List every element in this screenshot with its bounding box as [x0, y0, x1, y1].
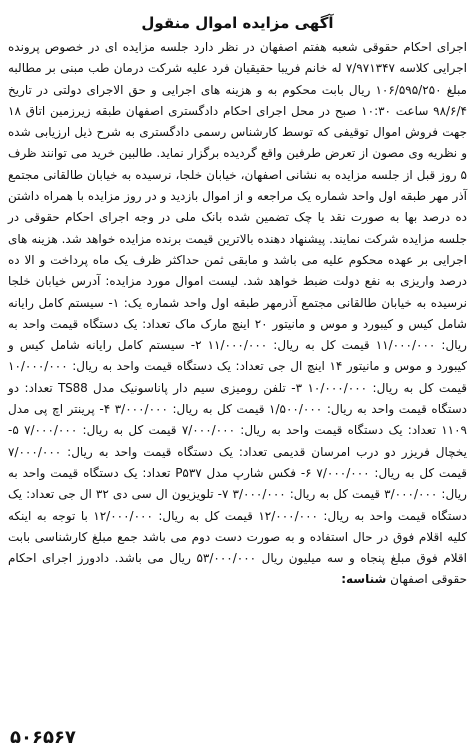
notice-title: آگهی مزایده اموال منقول [141, 14, 334, 32]
notice-body-text: اجرای احکام حقوقی شعبه هفتم اصفهان در نظر دارد جلسه مزایده ای در خصوص پرونده اجرایی کلاسه ۷/۹۷۱۳۴۷ له خانم فریبا حقیقیان فرد علیه شرکت درمان طب مبنی بر مطالبه مبلغ ۱۰۶/۵۹۵/۲۵۰ ریال بابت محکوم به و هزینه های اجرایی و حق الاجرای دولتی در تاریخ ۹۸/۶/۴ ساعت ۱۰:۳۰ صبح در محل اجرای احکام دادگستری اصفهان طبقه زیرزمین اتاق ۱۸ جهت فروش اموال توقیفی که توسط کارشناس رسمی دادگستری به شرح ذیل ارزیابی شده و نظریه وی مصون از تعرض طرفین واقع گردیده برگزار نماید. طالبین خرید می توانند ظرف ۵ روز قبل از جلسه مزایده به نشانی اصفهان، خیابان خلجا، نرسیده به خیابان طالقانی مجتمع آذر مهر طبقه اول واحد شماره یک مراجعه و از اموال بازدید و در روز مزایده با همراه داشتن ده درصد بها به صورت نقد یا چک تضمین شده بانک ملی در وجه اجرای احکام حقوقی در جلسه مزایده شرکت نمایند. پیشنهاد دهنده بالاترین قیمت برنده مزایده خواهد شد. هزینه های اجرایی بر عهده محکوم علیه می باشد و مابقی ثمن حداکثر ظرف یک ماه پرداخت و الا ده درصد واریزی به نفع دولت ضبط خواهد شد. لیست اموال مورد مزایده: آدرس خیابان خلجا نرسیده به خیابان طالقانی مجتمع آذرمهر طبقه اول واحد شماره یک: ۱- سیستم کامل رایانه شامل کیس و کیبورد و موس و مانیتور ۲۰ اینچ مارک ماک تعداد: یک دستگاه قیمت واحد به ریال: ۱۱/۰۰۰/۰۰۰ قیمت کل به ریال: ۱۱/۰۰۰/۰۰۰ ۲- سیستم کامل رایانه شامل کیس و کیبورد و موس و مانیتور ۱۴ اینچ ال جی تعداد: یک دستگاه قیمت واحد به ریال: ۱۰/۰۰۰/۰۰۰ قیمت کل به ریال: ۱۰/۰۰۰/۰۰۰ ۳- تلفن رومیزی سیم دار پاناسونیک مدل TS88 تعداد: دو دستگاه قیمت واحد به ریال: ۱/۵۰۰/۰۰۰ قیمت کل به ریال: ۳/۰۰۰/۰۰۰ ۴- پرینتر اچ پی مدل ۱۱۰۹ تعداد: یک دستگاه قیمت واحد به ریال: ۷/۰۰۰/۰۰۰ قیمت کل به ریال: ۷/۰۰۰/۰۰۰ ۵- یخچال فریزر دو درب امرسان قدیمی تعداد: یک دستگاه قیمت واحد به ریال: ۷/۰۰۰/۰۰۰ قیمت کل به ریال: ۷/۰۰۰/۰۰۰ ۶- فکس شارپ مدل P۵۳۷ تعداد: یک دستگاه قیمت واحد به ریال: ۳/۰۰۰/۰۰۰ قیمت کل به ریال: ۳/۰۰۰/۰۰۰ ۷- تلویزیون ال سی دی ۳۲ ال جی تعداد: یک دستگاه قیمت واحد به ریال: ۱۲/۰۰۰/۰۰۰ قیمت کل به ریال: ۱۲/۰۰۰/۰۰۰ با توجه به اینکه کلیه اقلام فوق در حال استفاده و به صورت دست دوم می باشد جمع مبلغ کارشناسی بابت اقلام فوق مبلغ پنجاه و سه میلیون ریال ۵۳/۰۰۰/۰۰۰ ریال می باشد. دادورز اجرای احکام حقوقی اصفهان [8, 40, 468, 587]
shenaseh-label: شناسه: [341, 572, 387, 587]
shenaseh-number: ۵۰۶۵۶۷ [10, 727, 76, 748]
notice-body [8, 37, 467, 591]
